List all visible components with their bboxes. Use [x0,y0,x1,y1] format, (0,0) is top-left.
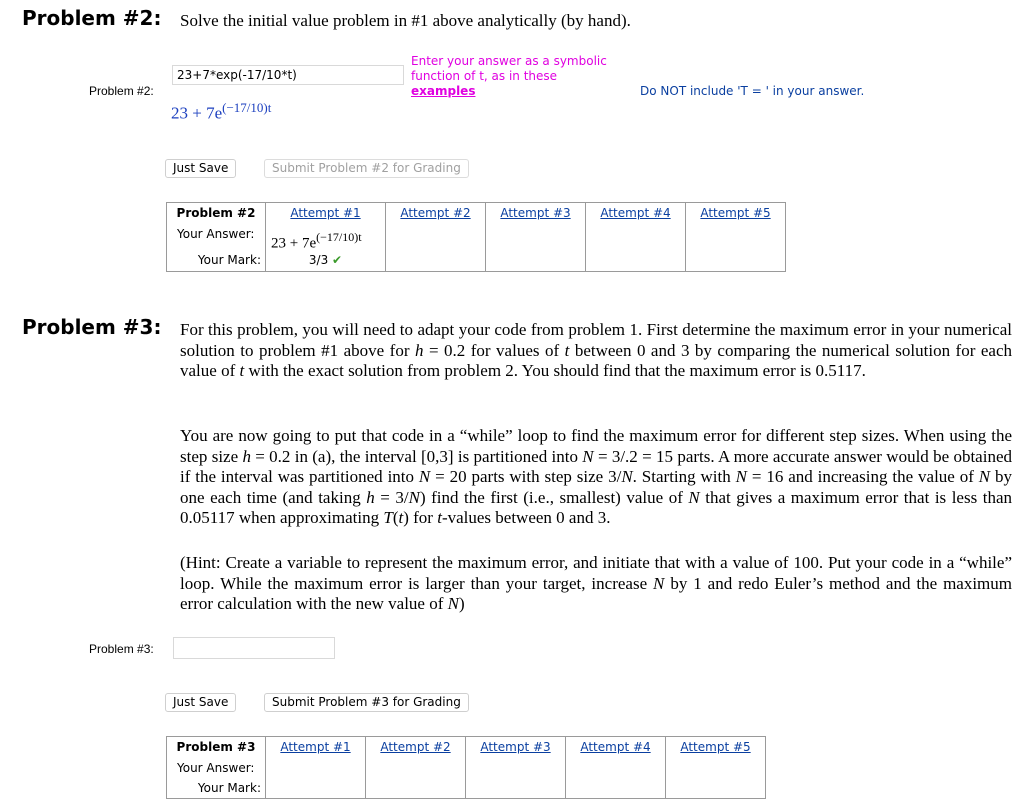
problem2-attempt-5-link[interactable]: Attempt #5 [700,206,771,220]
problem3-attempt-4-link[interactable]: Attempt #4 [580,740,651,754]
problem2-table-problem-label: Problem #2 [176,206,256,220]
problem3-table-labels [167,737,266,799]
problem3-attempt-5-link[interactable]: Attempt #5 [680,740,751,754]
problem2-attempt-4-col [586,203,686,272]
problem3-attempt-5-col [666,737,766,799]
problem2-note: Do NOT include 'T = ' in your answer. [640,84,865,98]
examples-link[interactable]: examples [411,84,476,98]
problem3-attempt-3-link[interactable]: Attempt #3 [480,740,551,754]
check-icon: ✔ [332,253,343,267]
preview-base: 23 + 7e [171,103,223,123]
problem2-side-label: Problem #2: [89,84,154,98]
p3-your-answer-label: Your Answer: [177,761,255,775]
attempt1-answer-exp: (−17/10)t [316,230,362,244]
problem2-attempt-1-col [266,203,386,272]
problem2-attempt-3-link[interactable]: Attempt #3 [500,206,571,220]
problem2-attempt-1-link[interactable]: Attempt #1 [290,206,361,220]
problem3-attempt-3-col [466,737,566,799]
problem3-attempt-2-col [366,737,466,799]
problem3-heading: Problem #3: [22,315,162,339]
problem2-attempt-1-answer [266,226,385,252]
hint-line-2: function of t, as in these [411,69,558,83]
problem3-table-problem-label: Problem #3 [176,740,256,754]
problem3-submit-button[interactable]: Submit Problem #3 for Grading [264,693,469,712]
hint-line-1: Enter your answer as a symbolic [411,54,607,68]
problem3-paragraph-2: You are now going to put that code in a “while” loop to find the maximum error for different step sizes. When using the step size h = 0.2 in (a), the interval [0,3] is partitioned into N = 3/.2 = 15 parts. A more accurate answer would be obtained if the interval was partitioned into N = 20 parts with step size 3/N. Starting with N = 16 and increasing the value of N by one each time (and taking h = 3/N) find the first (i.e., smallest) value of N that gives a maximum error that is less than 0.05117 when approximating T(t) for t-values between 0 and 3. [180,426,1012,527]
problem2-attempt-3-col [486,203,586,272]
problem3-answer-input[interactable] [173,637,335,659]
preview-exponent: (−17/10)t [222,100,272,115]
problem2-attempts-table [166,202,786,272]
problem2-attempt-5-col [686,203,786,272]
attempt1-answer-base: 23 + 7e [271,235,317,252]
problem3-attempt-1-link[interactable]: Attempt #1 [280,740,351,754]
your-answer-label: Your Answer: [177,227,255,241]
problem3-attempt-4-col [566,737,666,799]
problem2-attempt-1-mark [266,252,385,271]
problem2-attempt-2-link[interactable]: Attempt #2 [400,206,471,220]
problem2-statement: Solve the initial value problem in #1 above analytically (by hand). [180,11,631,30]
problem2-input-hint [411,54,607,99]
problem3-hint-paragraph: (Hint: Create a variable to represent the maximum error, and initiate that with a value of 100. Put your code in a “while” loop. While the maximum error is larger than your target, increase N by 1 and redo Euler’s method and the maximum error calculation with the new value of N) [180,553,1013,613]
problem2-just-save-button[interactable]: Just Save [165,159,236,178]
problem3-paragraph-1: For this problem, you will need to adapt your code from problem 1. First determine the maximum error in your numerical solution to problem #1 above for h = 0.2 for values of t between 0 and 3 by comparing the numerical solution for each value of t with the exact solution from problem 2. You should find that the maximum error is 0.5117. [180,320,1012,380]
problem2-heading-label: Problem #2: [22,6,162,30]
problem2-submit-button[interactable]: Submit Problem #2 for Grading [264,159,469,178]
attempt1-mark-value: 3/3 [308,253,329,267]
problem2-attempt-2-col [386,203,486,272]
problem2-answer-input[interactable] [172,65,404,85]
problem3-attempt-2-link[interactable]: Attempt #2 [380,740,451,754]
problem2-heading [22,6,161,30]
problem2-attempt-4-link[interactable]: Attempt #4 [600,206,671,220]
problem3-side-label: Problem #3: [89,642,154,656]
problem2-table-labels [167,203,266,272]
problem3-just-save-button[interactable]: Just Save [165,693,236,712]
p3-your-mark-label: Your Mark: [197,781,261,795]
problem2-answer-preview [171,100,271,124]
problem3-attempts-table [166,736,766,799]
problem3-attempt-1-col [266,737,366,799]
your-mark-label: Your Mark: [197,253,261,267]
